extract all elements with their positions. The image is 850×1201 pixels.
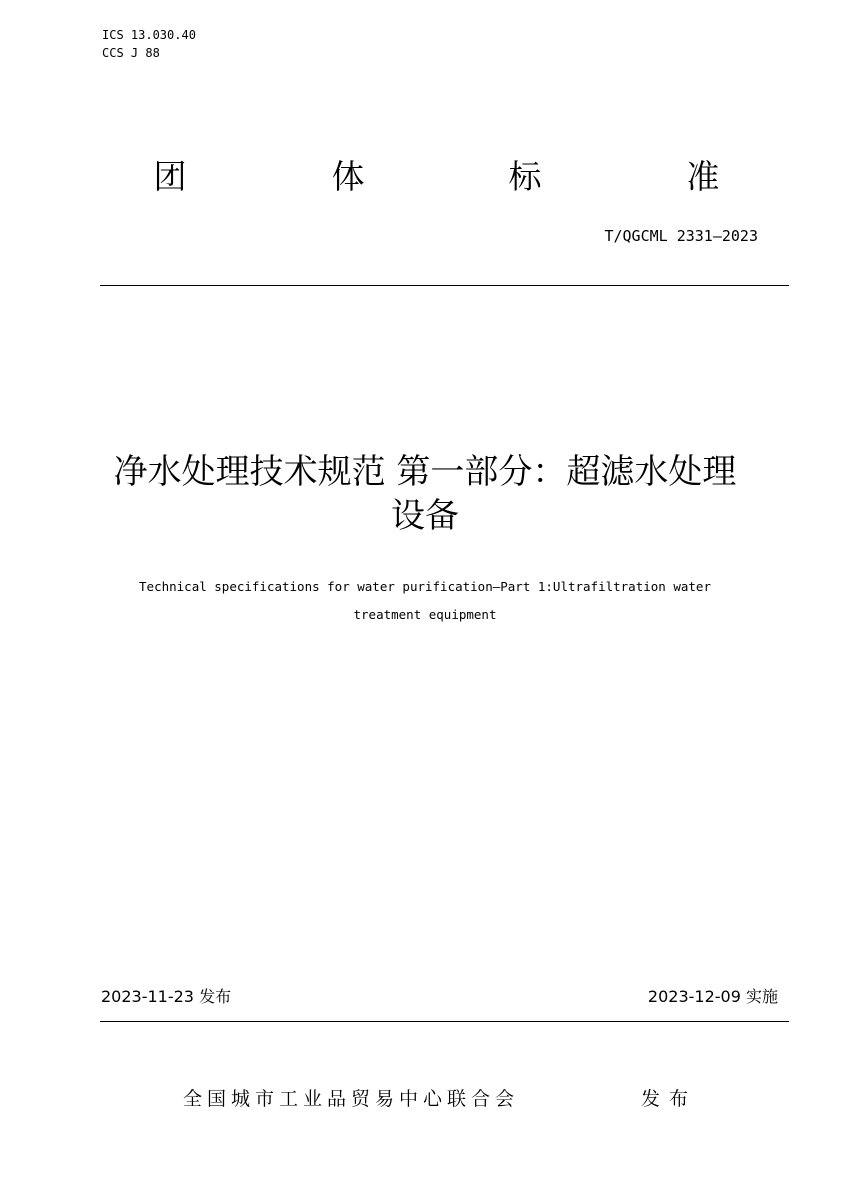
- bottom-divider: [100, 1021, 789, 1022]
- ics-code: ICS 13.030.40: [102, 28, 196, 42]
- title-chinese: [80, 450, 770, 538]
- standard-number: T/QGCML 2331—2023: [604, 227, 758, 245]
- title-english-line: treatment equipment: [353, 607, 497, 622]
- standard-type-heading: [0, 152, 850, 202]
- issuer-organization: 全国城市工业品贸易中心联合会: [183, 1088, 520, 1110]
- top-divider: [100, 285, 789, 286]
- title-chinese-line: 净水处理技术规范 第一部分：超滤水处理: [113, 452, 737, 492]
- standard-type-char: 准: [686, 157, 720, 196]
- standard-type-char: 标: [508, 157, 542, 196]
- publish-date: 2023-11-23 发布: [101, 987, 232, 1006]
- title-english: [80, 573, 770, 629]
- issuer-line: [0, 1085, 850, 1115]
- issuer-action: 发布: [641, 1088, 698, 1110]
- ccs-code: CCS J 88: [102, 46, 160, 60]
- standard-type-char: 团: [153, 157, 187, 196]
- classification-codes: [102, 26, 196, 62]
- title-chinese-line: 设备: [391, 496, 459, 536]
- standard-type-char: 体: [331, 157, 365, 196]
- implement-date: 2023-12-09 实施: [647, 987, 778, 1006]
- title-english-line: Technical specifications for water purification—Part 1:Ultrafiltration water: [139, 579, 711, 594]
